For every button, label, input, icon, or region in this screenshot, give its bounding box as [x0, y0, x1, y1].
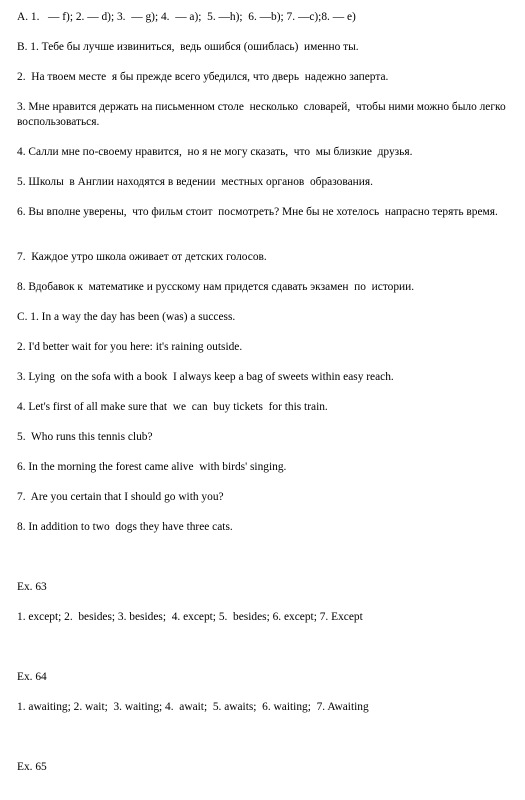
section-c-item: 3. Lying on the sofa with a book I always keep a bag of sweets within easy reach. [17, 371, 394, 383]
section-b-item: 5. Школы в Англии находятся в ведении местных органов образования. [17, 176, 373, 188]
section-a-answers: A. 1. — f); 2. — d); 3. — g); 4. — a); 5. —h); 6. —b); 7. —c);8. — e) [17, 11, 356, 23]
section-c-item: 4. Let's first of all make sure that we can buy tickets for this train. [17, 401, 328, 413]
section-b-item: B. 1. Тебе бы лучше извиниться, ведь ошибся (ошиблась) именно ты. [17, 41, 359, 53]
section-c-item: 5. Who runs this tennis club? [17, 431, 153, 443]
section-b-item: 6. Вы вполне уверены, что фильм стоит посмотреть? Мне бы не хотелось напрасно терять время. [17, 206, 498, 218]
section-c-item: 8. In addition to two dogs they have three cats. [17, 521, 233, 533]
section-c-item: 6. In the morning the forest came alive with birds' singing. [17, 461, 287, 473]
section-b-item: 2. На твоем месте я бы прежде всего убедился, что дверь надежно заперта. [17, 71, 389, 83]
section-b-item: 8. Вдобавок к математике и русскому нам придется сдавать экзамен по истории. [17, 281, 415, 293]
section-b-item: 3. Мне нравится держать на письменном столе несколько словарей, чтобы ними можно было легко воспользоваться. [17, 101, 509, 128]
ex64-heading: Ex. 64 [17, 671, 47, 683]
section-c-item: C. 1. In a way the day has been (was) a success. [17, 311, 236, 323]
ex63-heading: Ex. 63 [17, 581, 47, 593]
ex63-answers: 1. except; 2. besides; 3. besides; 4. except; 5. besides; 6. except; 7. Except [17, 611, 363, 623]
section-b-item: 7. Каждое утро школа оживает от детских голосов. [17, 251, 267, 263]
ex65-heading: Ex. 65 [17, 761, 47, 773]
section-c-item: 7. Are you certain that I should go with you? [17, 491, 224, 503]
section-b-item: 4. Салли мне по-своему нравится, но я не могу сказать, что мы близкие друзья. [17, 146, 413, 158]
section-c-item: 2. I'd better wait for you here: it's raining outside. [17, 341, 243, 353]
ex64-answers: 1. awaiting; 2. wait; 3. waiting; 4. await; 5. awaits; 6. waiting; 7. Awaiting [17, 701, 369, 713]
